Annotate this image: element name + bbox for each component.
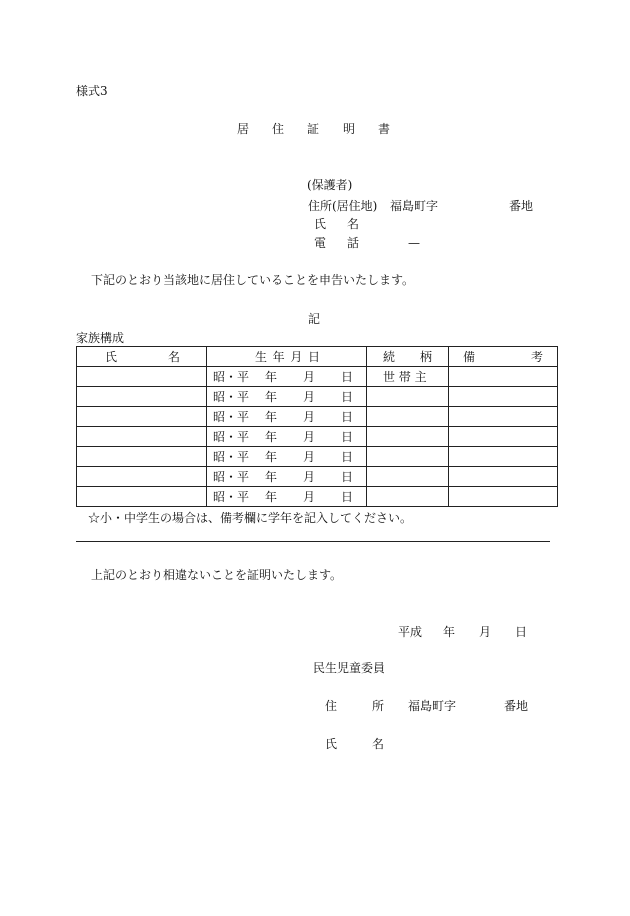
guardian-heading: (保護者) (307, 178, 353, 192)
dob-cell[interactable]: 昭・平 年 月 日 (207, 447, 367, 467)
name-cell[interactable] (77, 427, 207, 447)
name-cell[interactable] (77, 407, 207, 427)
commissioner-address-town: 福島町字 (408, 699, 457, 713)
guardian-address-suffix: 番地 (509, 199, 534, 213)
form-number: 様式3 (76, 84, 108, 98)
relation-cell[interactable] (367, 407, 449, 427)
family-section-label: 家族構成 (76, 331, 125, 345)
divider-line (76, 541, 550, 542)
commissioner-title: 民生児童委員 (313, 661, 386, 675)
remarks-cell[interactable] (449, 407, 558, 427)
header-relation: 続 柄 (367, 347, 449, 367)
relation-cell[interactable] (367, 427, 449, 447)
table-row (77, 407, 558, 427)
name-cell[interactable] (77, 387, 207, 407)
relation-cell[interactable] (367, 467, 449, 487)
name-cell[interactable] (77, 467, 207, 487)
guardian-address-town: 福島町字 (390, 199, 439, 213)
table-row (77, 447, 558, 467)
name-cell[interactable] (77, 447, 207, 467)
dob-cell[interactable]: 昭・平 年 月 日 (207, 367, 367, 387)
remarks-cell[interactable] (449, 487, 558, 507)
relation-cell[interactable] (367, 487, 449, 507)
dob-cell[interactable]: 昭・平 年 月 日 (207, 467, 367, 487)
relation-cell[interactable] (367, 447, 449, 467)
dob-cell[interactable]: 昭・平 年 月 日 (207, 427, 367, 447)
relation-cell[interactable] (367, 387, 449, 407)
date-month: 月 (479, 625, 492, 639)
phone-dash: — (408, 236, 420, 250)
certification-text: 上記のとおり相違ないことを証明いたします。 (91, 568, 343, 582)
header-dob: 生 年 月 日 (207, 347, 367, 367)
remarks-cell[interactable] (449, 367, 558, 387)
date-era: 平成 (398, 625, 423, 639)
table-row (77, 387, 558, 407)
ki-heading: 記 (308, 312, 321, 326)
header-remarks: 備 考 (449, 347, 558, 367)
table-header-row (77, 347, 558, 367)
remarks-cell[interactable] (449, 447, 558, 467)
dob-cell[interactable]: 昭・平 年 月 日 (207, 407, 367, 427)
table-row (77, 487, 558, 507)
commissioner-address-suffix: 番地 (504, 699, 529, 713)
name-cell[interactable] (77, 367, 207, 387)
relation-cell[interactable]: 世 帯 主 (367, 367, 449, 387)
name-cell[interactable] (77, 487, 207, 507)
table-row (77, 427, 558, 447)
table-row (77, 367, 558, 387)
note-text: ☆小・中学生の場合は、備考欄に学年を記入してください。 (88, 511, 413, 525)
remarks-cell[interactable] (449, 427, 558, 447)
dob-cell[interactable]: 昭・平 年 月 日 (207, 487, 367, 507)
date-day: 日 (515, 625, 528, 639)
date-year: 年 (443, 625, 456, 639)
remarks-cell[interactable] (449, 467, 558, 487)
table-row (77, 467, 558, 487)
remarks-cell[interactable] (449, 387, 558, 407)
header-name: 氏 名 (77, 347, 207, 367)
family-table (76, 346, 558, 507)
dob-cell[interactable]: 昭・平 年 月 日 (207, 387, 367, 407)
guardian-address-label: 住所(居住地) (308, 199, 378, 213)
declaration-text: 下記のとおり当該地に居住していることを申告いたします。 (91, 273, 415, 287)
